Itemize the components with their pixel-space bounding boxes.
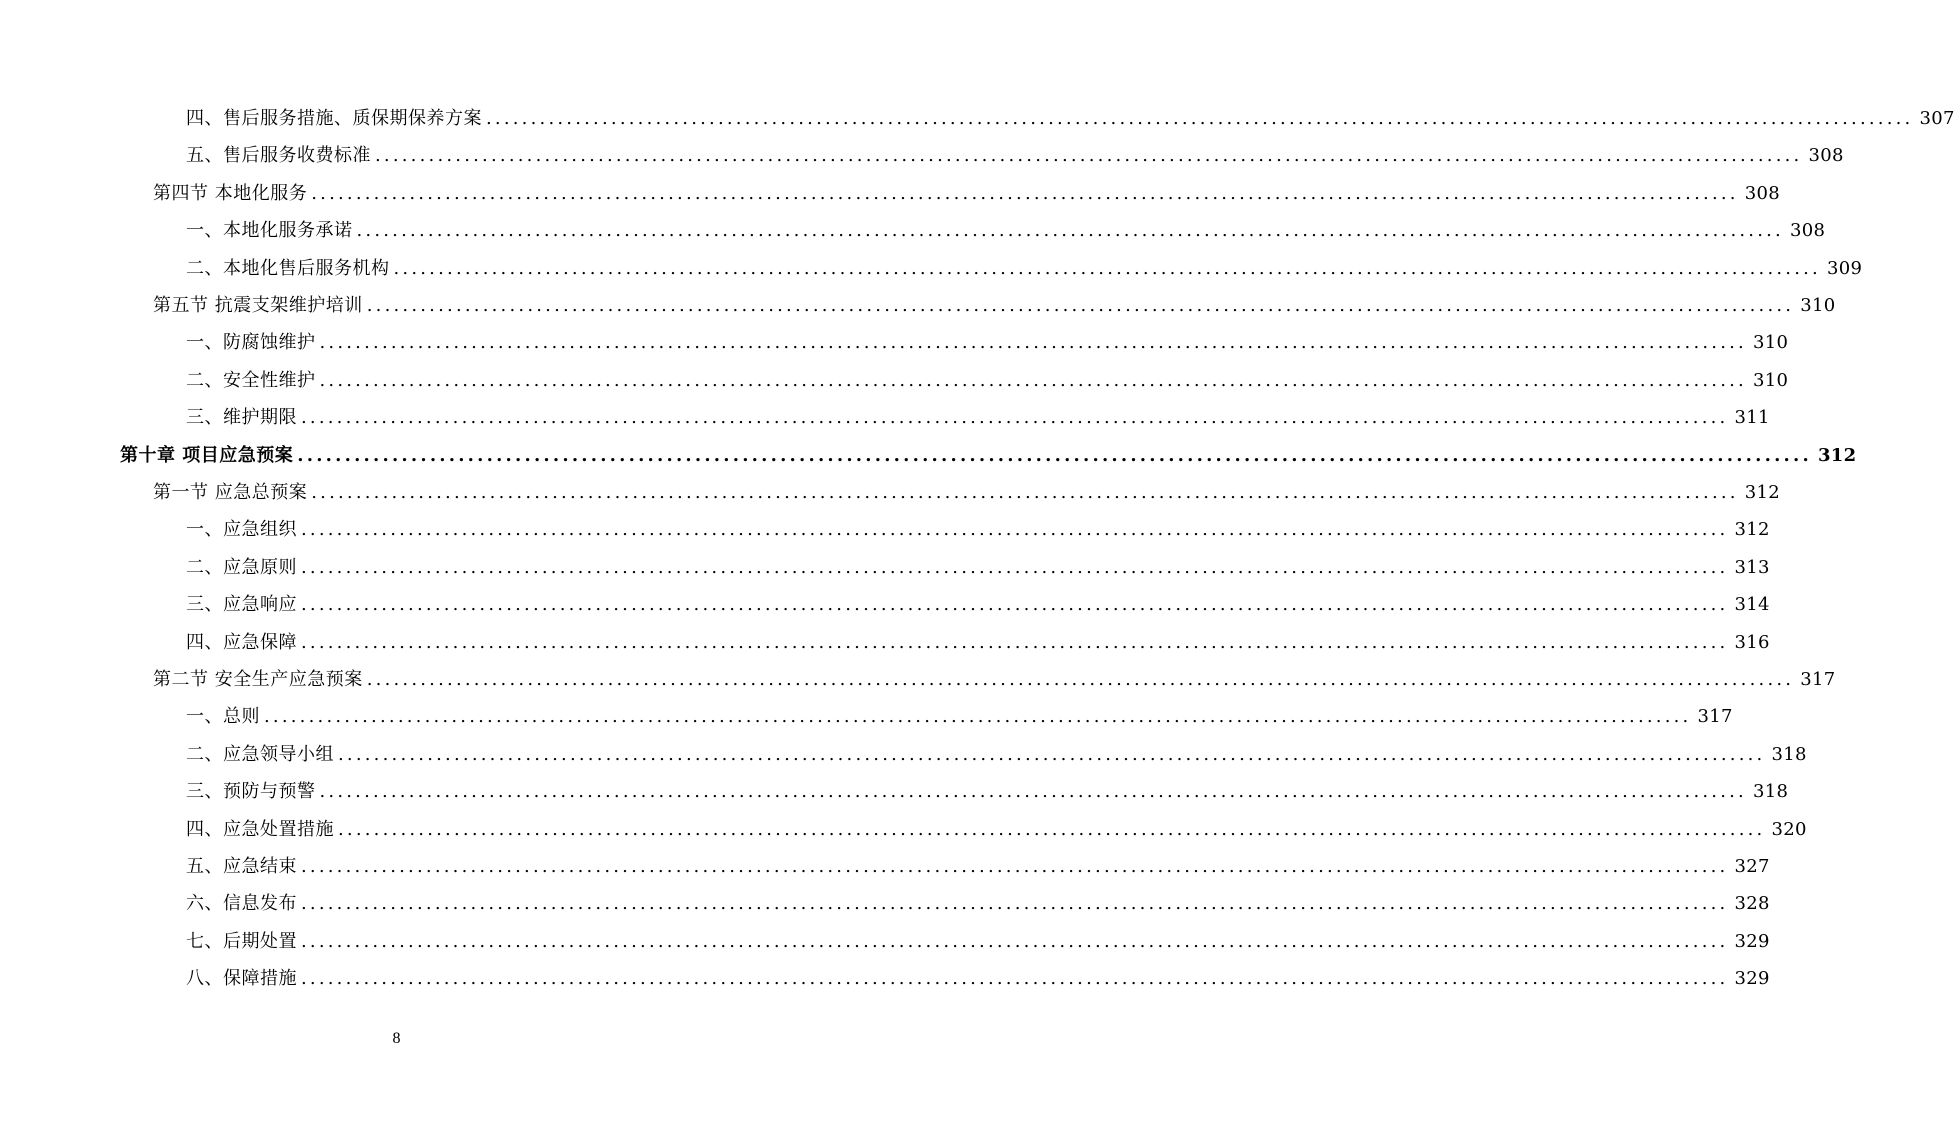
toc-entry-page: 317 (1800, 669, 1836, 690)
toc-entry[interactable] (0, 100, 1955, 137)
toc-dot-leader: ................................................................................................................................................................ (338, 743, 1766, 765)
toc-dot-leader: ................................................................................................................................................................ (319, 781, 1747, 803)
toc-entry[interactable] (0, 549, 1770, 586)
toc-entry-page: 329 (1734, 968, 1770, 990)
toc-entry-label: 四、售后服务措施、质保期保养方案 (186, 108, 482, 129)
toc-dot-leader: ................................................................................................................................................................ (264, 706, 1692, 728)
toc-entry-page: 314 (1734, 594, 1770, 616)
toc-entry-label: 一、本地化服务承诺 (186, 220, 353, 242)
toc-entry[interactable] (0, 474, 1780, 511)
toc-dot-leader: ................................................................................................................................................................ (319, 369, 1747, 391)
toc-entry-page: 311 (1734, 407, 1770, 429)
toc-entry-label: 五、售后服务收费标准 (186, 145, 371, 167)
toc-dot-leader: ................................................................................................................................................................ (301, 968, 1729, 990)
toc-entry-page: 310 (1752, 332, 1789, 354)
toc-entry-page: 317 (1697, 706, 1733, 728)
toc-entry-page: 308 (1744, 182, 1780, 204)
toc-entry-label: 第一节 应急总预案 (153, 482, 308, 503)
toc-entry-page: 312 (1734, 519, 1770, 541)
toc-dot-leader: ................................................................................................................................................................ (338, 818, 1766, 840)
toc-dot-leader: ................................................................................................................................................................ (366, 669, 1795, 690)
toc-dot-leader: ................................................................................................................................................................ (301, 519, 1729, 541)
toc-entry-page: 308 (1789, 220, 1826, 242)
toc-entry[interactable] (0, 960, 1770, 997)
toc-dot-leader: ................................................................................................................................................................ (301, 407, 1729, 429)
toc-entry[interactable] (0, 773, 1789, 810)
toc-entry[interactable] (0, 175, 1780, 212)
toc-entry-page: 310 (1800, 295, 1836, 316)
toc-dot-leader: ................................................................................................................................................................ (486, 108, 1914, 129)
toc-dot-leader: ................................................................................................................................................................ (297, 444, 1812, 466)
toc-entry-page: 329 (1734, 930, 1770, 952)
page-number: 8 (392, 1030, 401, 1047)
toc-entry-page: 318 (1752, 781, 1789, 803)
toc-entry[interactable] (0, 885, 1770, 922)
toc-entry-page: 312 (1744, 482, 1780, 503)
toc-entry[interactable] (0, 811, 1807, 848)
toc-entry-label: 二、应急原则 (186, 556, 297, 578)
toc-chapter-entry[interactable] (0, 437, 1857, 474)
toc-entry-page: 320 (1771, 818, 1807, 840)
toc-entry[interactable] (0, 848, 1770, 885)
toc-entry-label: 三、维护期限 (186, 407, 297, 429)
toc-entry-label: 一、防腐蚀维护 (186, 332, 316, 354)
toc-entry-label: 五、应急结束 (186, 856, 297, 877)
toc-entry-page: 308 (1808, 145, 1844, 167)
toc-entry-label: 第四节 本地化服务 (153, 182, 308, 204)
toc-entry-label: 四、应急处置措施 (186, 818, 334, 840)
toc-entry[interactable] (0, 923, 1770, 960)
toc-dot-leader: ................................................................................................................................................................ (356, 220, 1784, 242)
toc-entry-label: 三、应急响应 (186, 594, 297, 616)
toc-entry[interactable] (0, 324, 1789, 361)
toc-entry-label: 六、信息发布 (186, 893, 297, 915)
toc-entry-label: 第五节 抗震支架维护培训 (153, 295, 363, 316)
toc-entry[interactable] (0, 287, 1836, 324)
toc-entry[interactable] (0, 399, 1770, 436)
toc-entry[interactable] (0, 624, 1770, 661)
toc-entry-label: 八、保障措施 (186, 968, 297, 990)
toc-entry-page: 307 (1919, 108, 1955, 129)
toc-dot-leader: ................................................................................................................................................................ (301, 594, 1729, 616)
toc-dot-leader: ................................................................................................................................................................ (311, 182, 1739, 204)
toc-entry-page: 313 (1734, 556, 1770, 578)
toc-entry-label: 三、预防与预警 (186, 781, 316, 803)
toc-entry[interactable] (0, 362, 1789, 399)
toc-dot-leader: ................................................................................................................................................................ (366, 295, 1795, 316)
toc-entry-page: 309 (1826, 257, 1863, 279)
toc-entry-page: 312 (1817, 444, 1857, 466)
toc-entry[interactable] (0, 586, 1770, 623)
toc-dot-leader: ................................................................................................................................................................ (311, 482, 1739, 503)
toc-entry[interactable] (0, 698, 1733, 735)
toc-entry-page: 318 (1771, 743, 1807, 765)
toc-entry-label: 第二节 安全生产应急预案 (153, 669, 363, 690)
toc-entry-label: 第十章 项目应急预案 (120, 444, 294, 466)
toc-entry-label: 四、应急保障 (186, 631, 297, 653)
toc-dot-leader: ................................................................................................................................................................ (319, 332, 1747, 354)
toc-entry-label: 七、后期处置 (186, 930, 297, 952)
toc-entry[interactable] (0, 661, 1836, 698)
toc-dot-leader: ................................................................................................................................................................ (301, 631, 1729, 653)
toc-entry[interactable] (0, 250, 1863, 287)
toc-entry-label: 二、安全性维护 (186, 369, 316, 391)
toc-dot-leader: ................................................................................................................................................................ (375, 145, 1803, 167)
toc-entry-label: 二、应急领导小组 (186, 743, 334, 765)
toc-entry-page: 310 (1752, 369, 1789, 391)
toc-dot-leader: ................................................................................................................................................................ (301, 930, 1729, 952)
toc-dot-leader: ................................................................................................................................................................ (301, 556, 1729, 578)
toc-dot-leader: ................................................................................................................................................................ (301, 893, 1729, 915)
toc-entry[interactable] (0, 212, 1826, 249)
toc-entry-label: 二、本地化售后服务机构 (186, 257, 390, 279)
toc-entry-label: 一、应急组织 (186, 519, 297, 541)
toc-entry-page: 327 (1734, 856, 1770, 877)
toc-entry[interactable] (0, 137, 1844, 174)
toc-entry[interactable] (0, 736, 1807, 773)
toc-entry-label: 一、总则 (186, 706, 260, 728)
toc-entry-page: 316 (1734, 631, 1770, 653)
toc-entry-page: 328 (1734, 893, 1770, 915)
toc-dot-leader: ................................................................................................................................................................ (301, 856, 1729, 877)
toc-entry[interactable] (0, 511, 1770, 548)
toc-dot-leader: ................................................................................................................................................................ (393, 257, 1821, 279)
